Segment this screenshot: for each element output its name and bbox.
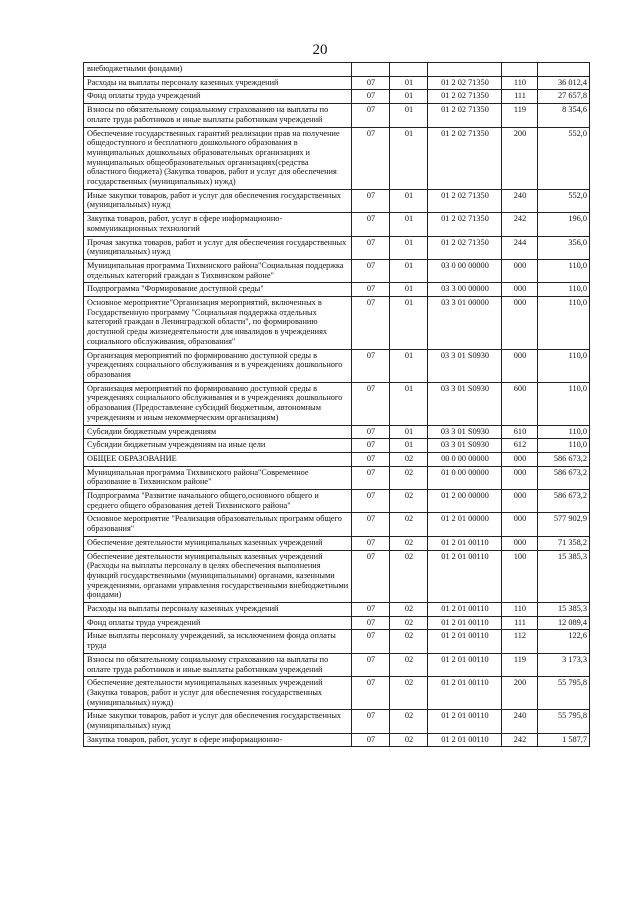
- row-section-cell: 07: [352, 513, 390, 536]
- row-target-article-cell: 03 3 01 S0930: [428, 425, 502, 439]
- table-row: [84, 536, 590, 550]
- row-expense-type-cell: 000: [502, 536, 538, 550]
- row-section-cell: 07: [352, 127, 390, 189]
- row-expense-type-cell: 119: [502, 653, 538, 676]
- row-section-cell: 07: [352, 630, 390, 653]
- table-row: [84, 630, 590, 653]
- row-name-cell: Муниципальная программа Тихвинского района"Современное образование в Тихвинском районе": [84, 466, 352, 489]
- row-expense-type-cell: 110: [502, 76, 538, 90]
- row-amount-cell: 196,0: [538, 213, 590, 236]
- row-target-article-cell: 01 2 01 00110: [428, 733, 502, 747]
- table-row: [84, 90, 590, 104]
- row-subsection-cell: 02: [390, 490, 428, 513]
- row-subsection-cell: 01: [390, 283, 428, 297]
- row-subsection-cell: 02: [390, 710, 428, 733]
- table-row: [84, 425, 590, 439]
- row-section-cell: 07: [352, 536, 390, 550]
- row-expense-type-cell: 000: [502, 466, 538, 489]
- row-target-article-cell: 01 2 02 71350: [428, 76, 502, 90]
- row-name-cell: Фонд оплаты труда учреждений: [84, 90, 352, 104]
- row-name-cell: Взносы по обязательному социальному страхованию на выплаты по оплате труда работников и иные выплаты работникам учреждений: [84, 653, 352, 676]
- row-section-cell: 07: [352, 550, 390, 603]
- row-section-cell: 07: [352, 466, 390, 489]
- row-subsection-cell: [390, 63, 428, 77]
- row-expense-type-cell: 119: [502, 104, 538, 127]
- row-expense-type-cell: 200: [502, 127, 538, 189]
- row-amount-cell: 110,0: [538, 259, 590, 282]
- row-target-article-cell: 03 3 01 S0930: [428, 439, 502, 453]
- row-name-cell: Обеспечение деятельности муниципальных казенных учреждений: [84, 536, 352, 550]
- row-expense-type-cell: 111: [502, 616, 538, 630]
- table-row: [84, 236, 590, 259]
- row-name-cell: Подпрограмма "Развитие начального общего,основного общего и среднего общего образования детей Тихвинского района": [84, 490, 352, 513]
- row-expense-type-cell: 000: [502, 259, 538, 282]
- row-name-cell: Основное мероприятие "Реализация образовательных программ общего образования": [84, 513, 352, 536]
- row-name-cell: Подпрограмма "Формирование доступной среды": [84, 283, 352, 297]
- row-subsection-cell: 01: [390, 259, 428, 282]
- row-amount-cell: 356,0: [538, 236, 590, 259]
- table-row: [84, 616, 590, 630]
- row-amount-cell: 552,0: [538, 189, 590, 212]
- table-row: [84, 710, 590, 733]
- row-section-cell: 07: [352, 283, 390, 297]
- row-amount-cell: 110,0: [538, 283, 590, 297]
- row-section-cell: 07: [352, 259, 390, 282]
- row-section-cell: 07: [352, 677, 390, 710]
- row-amount-cell: 15 385,3: [538, 550, 590, 603]
- row-name-cell: Основное мероприятие"Организация мероприятий, включенных в Государственную программу "Социальная поддержка отдельных категорий граждан в Ленинградской области", по формированию доступной среды жизнедеятельности для инвалидов в учреждениях социального обслуживания, образования": [84, 297, 352, 350]
- row-target-article-cell: 01 2 01 00110: [428, 653, 502, 676]
- row-name-cell: Расходы на выплаты персоналу казенных учреждений: [84, 603, 352, 617]
- row-amount-cell: 586 673,2: [538, 466, 590, 489]
- row-amount-cell: 110,0: [538, 349, 590, 382]
- row-expense-type-cell: 000: [502, 452, 538, 466]
- table-row: [84, 653, 590, 676]
- row-amount-cell: 27 657,8: [538, 90, 590, 104]
- row-name-cell: Иные закупки товаров, работ и услуг для обеспечения государственных (муниципальных) нужд: [84, 189, 352, 212]
- table-row: [84, 550, 590, 603]
- row-amount-cell: 122,6: [538, 630, 590, 653]
- row-name-cell: Прочая закупка товаров, работ и услуг для обеспечения государственных (муниципальных) нужд: [84, 236, 352, 259]
- row-expense-type-cell: 000: [502, 513, 538, 536]
- row-amount-cell: 36 012,4: [538, 76, 590, 90]
- table-row: [84, 76, 590, 90]
- row-target-article-cell: 01 2 01 00110: [428, 677, 502, 710]
- budget-table-body: [84, 63, 590, 747]
- row-amount-cell: 8 354,6: [538, 104, 590, 127]
- row-expense-type-cell: 240: [502, 710, 538, 733]
- row-name-cell: ОБЩЕЕ ОБРАЗОВАНИЕ: [84, 452, 352, 466]
- row-section-cell: 07: [352, 452, 390, 466]
- row-amount-cell: 110,0: [538, 297, 590, 350]
- row-target-article-cell: 00 0 00 00000: [428, 452, 502, 466]
- row-subsection-cell: 02: [390, 550, 428, 603]
- table-row: [84, 213, 590, 236]
- row-expense-type-cell: 200: [502, 677, 538, 710]
- row-section-cell: 07: [352, 710, 390, 733]
- row-section-cell: 07: [352, 236, 390, 259]
- row-amount-cell: 110,0: [538, 425, 590, 439]
- table-row: [84, 513, 590, 536]
- row-name-cell: Организация мероприятий по формированию доступной среды в учреждениях социального обслуживания и в учреждениях дошкольного образования: [84, 349, 352, 382]
- row-subsection-cell: 01: [390, 127, 428, 189]
- row-section-cell: 07: [352, 104, 390, 127]
- row-expense-type-cell: 112: [502, 630, 538, 653]
- row-target-article-cell: 01 2 02 71350: [428, 189, 502, 212]
- row-target-article-cell: 03 3 01 00000: [428, 297, 502, 350]
- row-amount-cell: 71 358,2: [538, 536, 590, 550]
- row-name-cell: Расходы на выплаты персоналу казенных учреждений: [84, 76, 352, 90]
- row-name-cell: Организация мероприятий по формированию доступной среды в учреждениях социального обслуживания и в учреждениях дошкольного образования (Предоставление субсидий бюджетным, автономным учреждениям и иным некоммерческим организациям): [84, 382, 352, 425]
- row-expense-type-cell: [502, 63, 538, 77]
- row-subsection-cell: 02: [390, 630, 428, 653]
- row-target-article-cell: 01 2 01 00110: [428, 710, 502, 733]
- table-row: [84, 297, 590, 350]
- row-section-cell: 07: [352, 382, 390, 425]
- row-target-article-cell: 03 0 00 00000: [428, 259, 502, 282]
- row-section-cell: [352, 63, 390, 77]
- row-amount-cell: 55 795,8: [538, 710, 590, 733]
- row-expense-type-cell: 610: [502, 425, 538, 439]
- row-subsection-cell: 02: [390, 616, 428, 630]
- row-expense-type-cell: 600: [502, 382, 538, 425]
- row-name-cell: Иные выплаты персоналу учреждений, за исключением фонда оплаты труда: [84, 630, 352, 653]
- row-name-cell: Фонд оплаты труда учреждений: [84, 616, 352, 630]
- row-expense-type-cell: 000: [502, 349, 538, 382]
- row-target-article-cell: 01 2 01 00110: [428, 550, 502, 603]
- row-section-cell: 07: [352, 297, 390, 350]
- table-row: [84, 283, 590, 297]
- row-subsection-cell: 02: [390, 653, 428, 676]
- table-row: [84, 127, 590, 189]
- row-expense-type-cell: 242: [502, 733, 538, 747]
- row-target-article-cell: 01 2 02 71350: [428, 90, 502, 104]
- row-target-article-cell: 01 2 02 71350: [428, 104, 502, 127]
- page-number: 20: [312, 42, 328, 58]
- row-amount-cell: 552,0: [538, 127, 590, 189]
- row-amount-cell: 1 587,7: [538, 733, 590, 747]
- row-target-article-cell: 03 3 00 00000: [428, 283, 502, 297]
- row-section-cell: 07: [352, 425, 390, 439]
- row-amount-cell: 110,0: [538, 382, 590, 425]
- row-subsection-cell: 01: [390, 236, 428, 259]
- row-expense-type-cell: 000: [502, 297, 538, 350]
- row-subsection-cell: 01: [390, 382, 428, 425]
- row-subsection-cell: 02: [390, 603, 428, 617]
- row-expense-type-cell: 240: [502, 189, 538, 212]
- table-row: [84, 466, 590, 489]
- row-section-cell: 07: [352, 213, 390, 236]
- row-subsection-cell: 01: [390, 349, 428, 382]
- row-amount-cell: 12 089,4: [538, 616, 590, 630]
- row-subsection-cell: 02: [390, 536, 428, 550]
- row-subsection-cell: 01: [390, 76, 428, 90]
- row-target-article-cell: 01 2 02 71350: [428, 127, 502, 189]
- row-target-article-cell: 01 0 00 00000: [428, 466, 502, 489]
- row-amount-cell: 586 673,2: [538, 452, 590, 466]
- row-section-cell: 07: [352, 189, 390, 212]
- row-expense-type-cell: 000: [502, 283, 538, 297]
- row-expense-type-cell: 111: [502, 90, 538, 104]
- row-expense-type-cell: 000: [502, 490, 538, 513]
- row-name-cell: Обеспечение государственных гарантий реализации прав на получение общедоступного и бесплатного дошкольного образования в муниципальных дошкольных образовательных организациях и муниципальных общеобразовательных организациях(средства областного бюджета) (Закупка товаров, работ и услуг для обеспечения государственных (муниципальных) нужд): [84, 127, 352, 189]
- row-section-cell: 07: [352, 616, 390, 630]
- row-name-cell: Обеспечение деятельности муниципальных казенных учреждений (Закупка товаров, работ и услуг для обеспечения государственных (муниципальных) нужд): [84, 677, 352, 710]
- table-row: [84, 259, 590, 282]
- row-section-cell: 07: [352, 653, 390, 676]
- row-subsection-cell: 02: [390, 733, 428, 747]
- row-amount-cell: 586 673,2: [538, 490, 590, 513]
- row-target-article-cell: 01 2 01 00110: [428, 536, 502, 550]
- row-subsection-cell: 01: [390, 439, 428, 453]
- row-target-article-cell: 01 2 01 00000: [428, 513, 502, 536]
- row-subsection-cell: 01: [390, 213, 428, 236]
- row-expense-type-cell: 612: [502, 439, 538, 453]
- row-name-cell: Закупка товаров, работ, услуг в сфере информационно-: [84, 733, 352, 747]
- table-row: [84, 439, 590, 453]
- row-section-cell: 07: [352, 90, 390, 104]
- row-amount-cell: 3 173,3: [538, 653, 590, 676]
- row-target-article-cell: 01 2 00 00000: [428, 490, 502, 513]
- row-expense-type-cell: 244: [502, 236, 538, 259]
- table-row: [84, 452, 590, 466]
- row-amount-cell: 15 385,3: [538, 603, 590, 617]
- row-amount-cell: 110,0: [538, 439, 590, 453]
- table-row: [84, 189, 590, 212]
- row-target-article-cell: 03 3 01 S0930: [428, 349, 502, 382]
- row-subsection-cell: 02: [390, 677, 428, 710]
- row-subsection-cell: 01: [390, 297, 428, 350]
- row-name-cell: Муниципальная программа Тихвинского района"Социальная поддержка отдельных категорий граждан в Тихвинском районе": [84, 259, 352, 282]
- row-subsection-cell: 01: [390, 425, 428, 439]
- row-name-cell: Обеспечение деятельности муниципальных казенных учреждений (Расходы на выплаты персоналу в целях обеспечения выполнения функций государственными (муниципальными) органами, казенными учреждениями, органами управления государственными внебюджетными фондами): [84, 550, 352, 603]
- row-section-cell: 07: [352, 76, 390, 90]
- row-amount-cell: [538, 63, 590, 77]
- table-row: [84, 349, 590, 382]
- budget-table: [83, 62, 590, 747]
- row-target-article-cell: 01 2 02 71350: [428, 213, 502, 236]
- row-target-article-cell: [428, 63, 502, 77]
- row-name-cell: Иные закупки товаров, работ и услуг для обеспечения государственных (муниципальных) нужд: [84, 710, 352, 733]
- row-amount-cell: 55 795,8: [538, 677, 590, 710]
- row-target-article-cell: 01 2 02 71350: [428, 236, 502, 259]
- row-subsection-cell: 02: [390, 513, 428, 536]
- row-subsection-cell: 02: [390, 452, 428, 466]
- row-section-cell: 07: [352, 733, 390, 747]
- table-row: [84, 104, 590, 127]
- row-name-cell: Субсидии бюджетным учреждениям на иные цели: [84, 439, 352, 453]
- row-target-article-cell: 01 2 01 00110: [428, 630, 502, 653]
- row-expense-type-cell: 100: [502, 550, 538, 603]
- row-section-cell: 07: [352, 603, 390, 617]
- table-row: [84, 63, 590, 77]
- row-section-cell: 07: [352, 490, 390, 513]
- row-name-cell: Субсидии бюджетным учреждениям: [84, 425, 352, 439]
- table-row: [84, 733, 590, 747]
- row-target-article-cell: 03 3 01 S0930: [428, 382, 502, 425]
- row-amount-cell: 577 902,9: [538, 513, 590, 536]
- row-target-article-cell: 01 2 01 00110: [428, 616, 502, 630]
- row-name-cell: Взносы по обязательному социальному страхованию на выплаты по оплате труда работников и иные выплаты работникам учреждений: [84, 104, 352, 127]
- row-subsection-cell: 02: [390, 466, 428, 489]
- row-section-cell: 07: [352, 349, 390, 382]
- table-row: [84, 603, 590, 617]
- row-expense-type-cell: 242: [502, 213, 538, 236]
- row-subsection-cell: 01: [390, 90, 428, 104]
- table-row: [84, 382, 590, 425]
- row-subsection-cell: 01: [390, 189, 428, 212]
- table-row: [84, 490, 590, 513]
- row-subsection-cell: 01: [390, 104, 428, 127]
- row-section-cell: 07: [352, 439, 390, 453]
- table-row: [84, 677, 590, 710]
- row-name-cell: Закупка товаров, работ, услуг в сфере информационно-коммуникационных технологий: [84, 213, 352, 236]
- row-name-cell: внебюджетными фондами): [84, 63, 352, 77]
- row-target-article-cell: 01 2 01 00110: [428, 603, 502, 617]
- row-expense-type-cell: 110: [502, 603, 538, 617]
